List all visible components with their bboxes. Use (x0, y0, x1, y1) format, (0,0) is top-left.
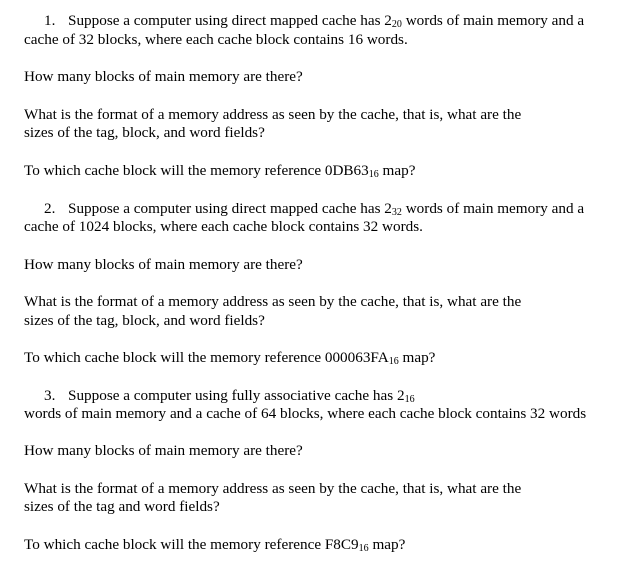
hex-base-subscript: 16 (388, 356, 399, 367)
question-2-map-question: To which cache block will the memory reference 000063FA16 map? (24, 349, 436, 367)
exponent: 16 (404, 394, 415, 405)
question-1-format-question: What is the format of a memory address as seen by the cache, that is, what are the (24, 106, 522, 123)
question-1-intro-line2: cache of 32 blocks, where each cache block contains 16 words. (24, 31, 408, 48)
question-1-intro: 1. Suppose a computer using direct mapped cache has 220 words of main memory and a (44, 12, 585, 30)
question-3-number: 3. (44, 387, 56, 404)
question-3-format-question: What is the format of a memory address as seen by the cache, that is, what are the (24, 480, 522, 497)
exponent: 20 (391, 19, 402, 30)
question-3-format-question-line2: sizes of the tag and word fields? (24, 498, 220, 515)
question-1-map-question: To which cache block will the memory reference 0DB6316 map? (24, 162, 416, 180)
question-1-number: 1. (44, 12, 56, 29)
question-2-blocks-question: How many blocks of main memory are there? (24, 256, 303, 273)
question-1-format-question-line2: sizes of the tag, block, and word fields? (24, 124, 265, 141)
question-1-blocks-question: How many blocks of main memory are there? (24, 68, 303, 85)
exponent: 32 (391, 207, 402, 218)
hex-base-subscript: 16 (368, 169, 379, 180)
question-3-intro-line2: words of main memory and a cache of 64 blocks, where each cache block contains 32 words (24, 405, 587, 422)
question-2-number: 2. (44, 200, 56, 217)
hex-base-subscript: 16 (358, 543, 369, 554)
question-2-intro: 2. Suppose a computer using direct mapped cache has 232 words of main memory and a (44, 200, 585, 218)
question-3-blocks-question: How many blocks of main memory are there? (24, 442, 303, 459)
question-2-format-question: What is the format of a memory address as seen by the cache, that is, what are the (24, 293, 522, 310)
question-3-intro: 3. Suppose a computer using fully associative cache has 216 (44, 387, 415, 405)
question-2-intro-line2: cache of 1024 blocks, where each cache block contains 32 words. (24, 218, 423, 235)
question-3-map-question: To which cache block will the memory reference F8C916 map? (24, 536, 406, 554)
question-2-format-question-line2: sizes of the tag, block, and word fields? (24, 312, 265, 329)
